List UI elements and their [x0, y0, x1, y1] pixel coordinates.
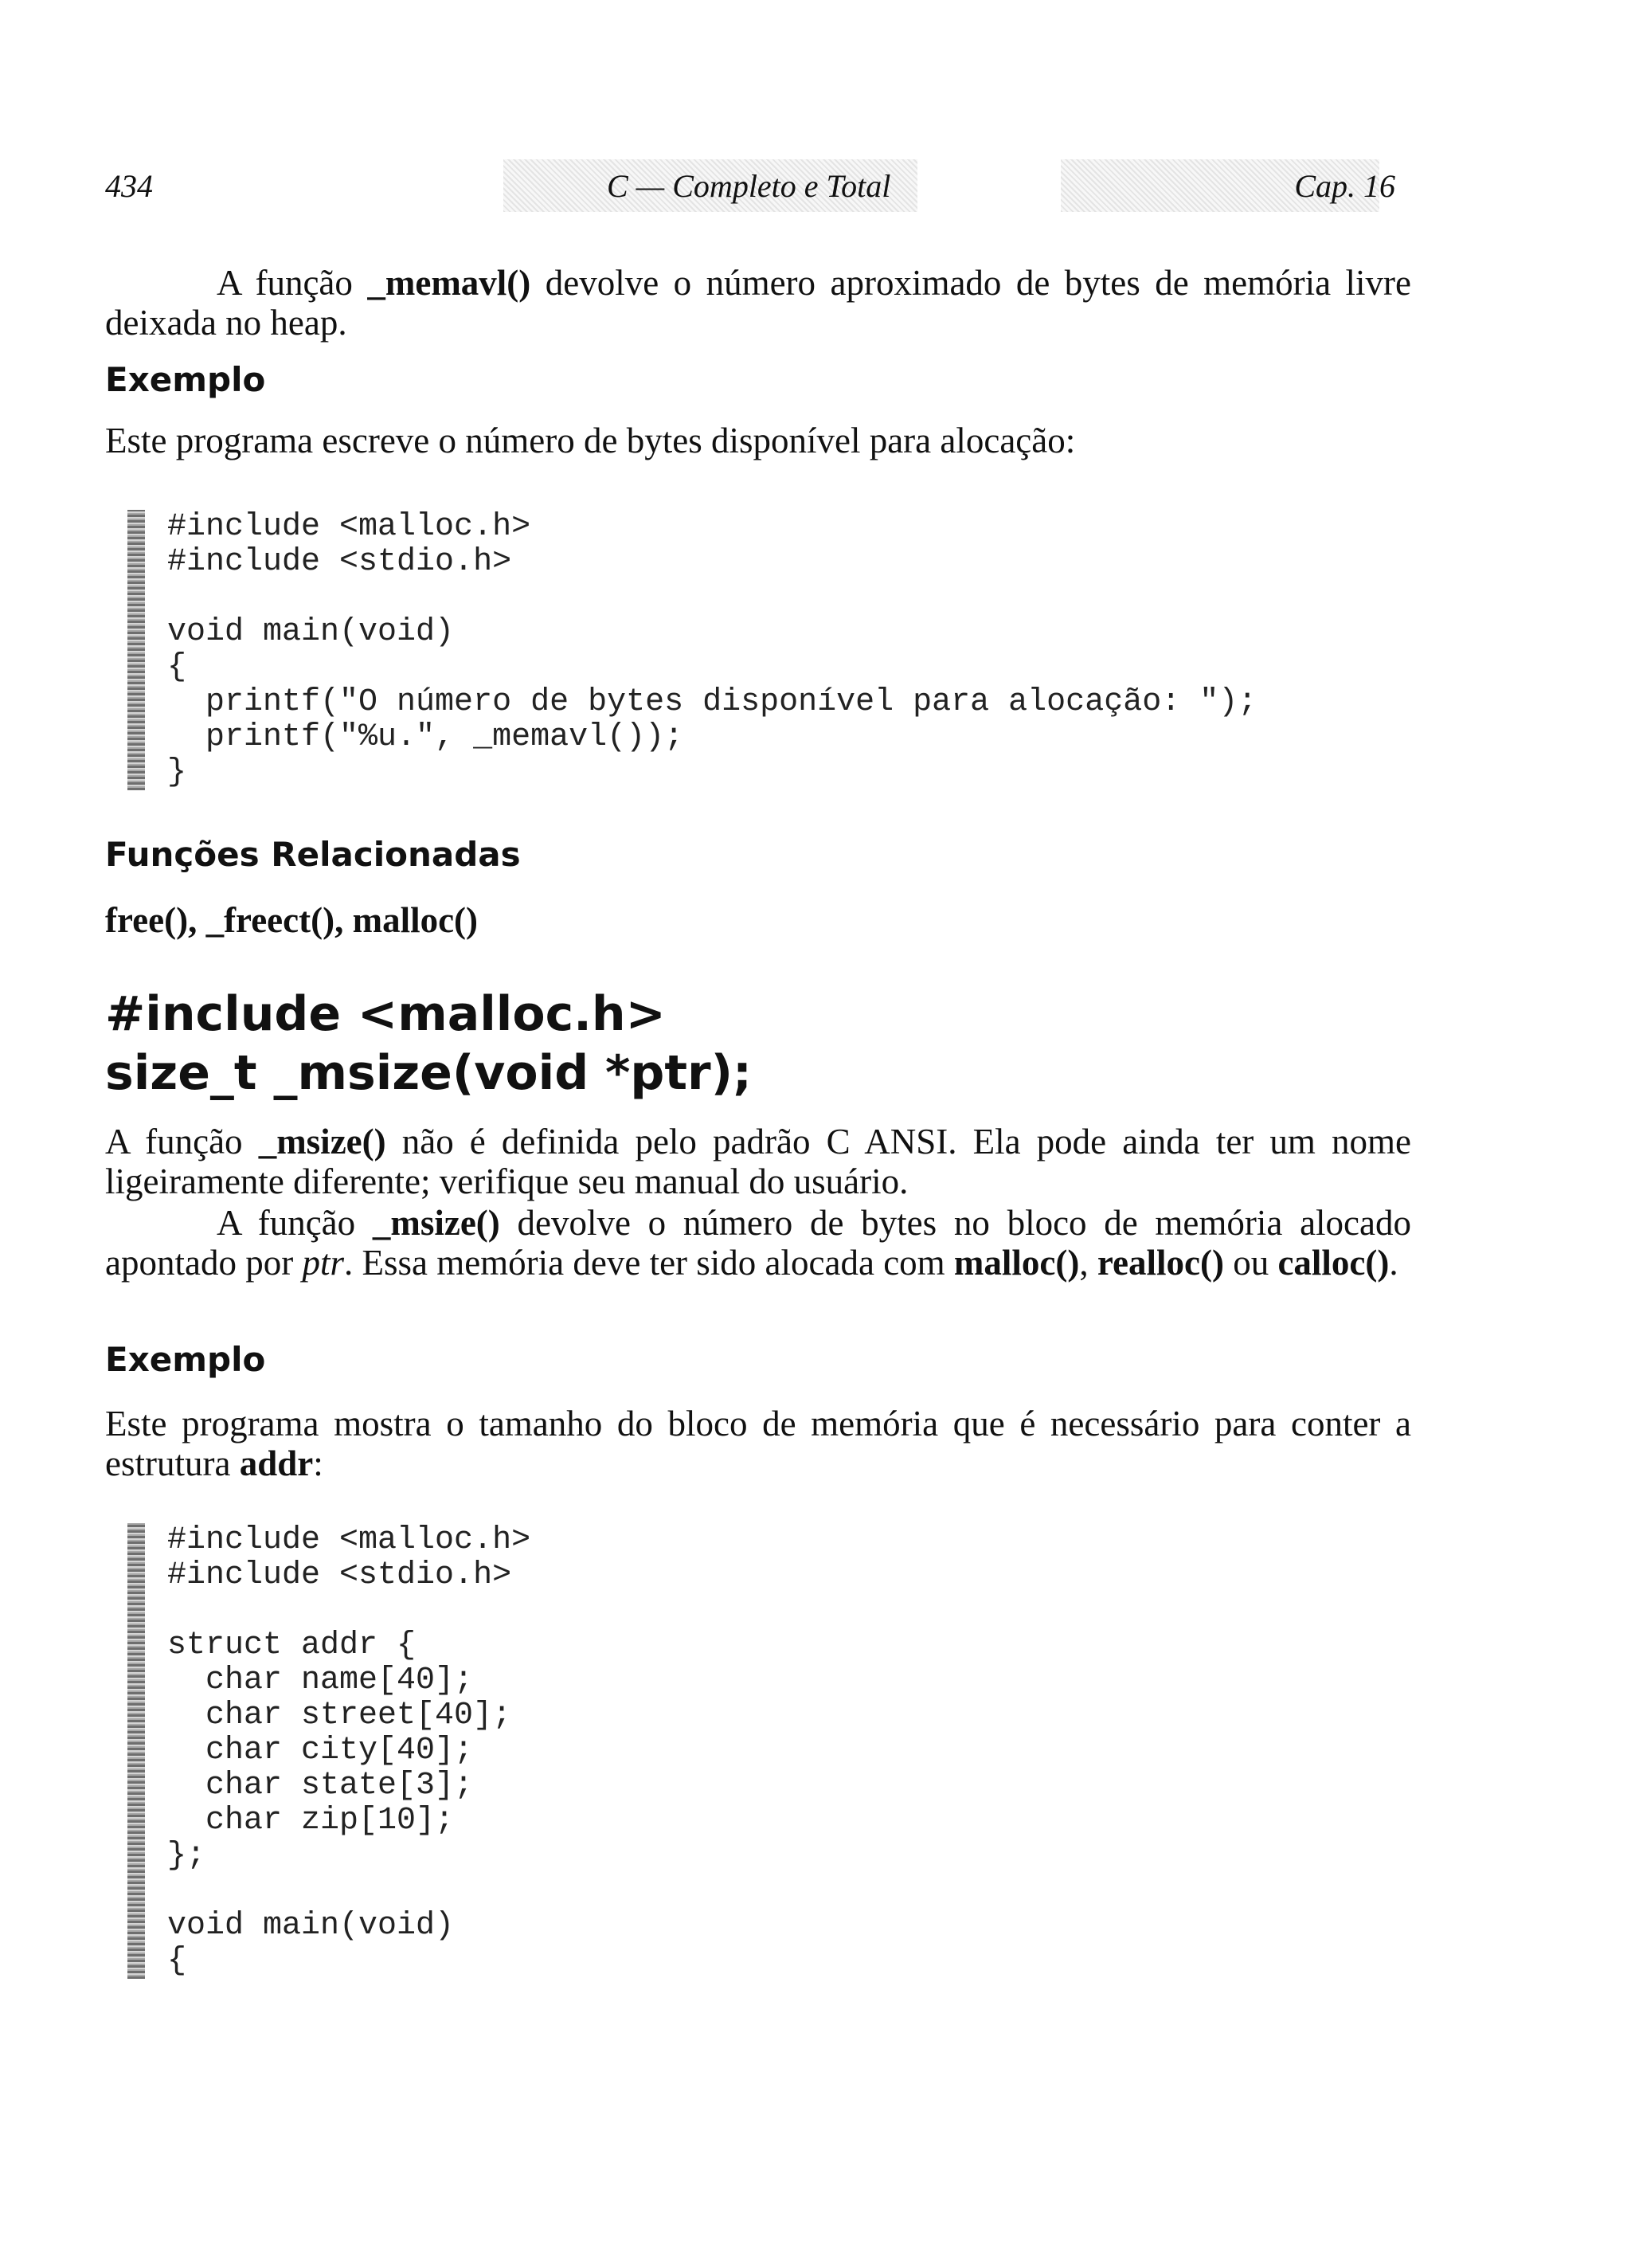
memavl-description: A função _memavl() devolve o número aproximado de bytes de memória livre deixada no heap.: [105, 263, 1412, 343]
msize-description: A função _msize() devolve o número de bytes no bloco de memória alocado apontado por ptr. Essa memória deve ter sido alocada com malloc(), realloc() ou calloc().: [105, 1203, 1411, 1283]
code-margin-bar: [127, 1523, 145, 1979]
parameter-name: ptr: [302, 1243, 344, 1283]
example-heading: Exemplo: [105, 1340, 266, 1379]
msize-ansi-note: A função _msize() não é definida pelo padrão C ANSI. Ela pode ainda ter um nome ligeiramente diferente; verifique seu manual do usuário.: [105, 1122, 1412, 1201]
function-name: _memavl(): [367, 263, 531, 303]
example-description: Este programa escreve o número de bytes disponível para alocação:: [105, 421, 1076, 460]
code-listing: [127, 1523, 1370, 1979]
function-name: _msize(): [372, 1203, 500, 1243]
related-functions-list: free(), _freect(), malloc(): [105, 900, 479, 940]
chapter-label: Cap. 16: [1294, 168, 1395, 204]
code-margin-bar: [127, 510, 145, 790]
example-heading: Exemplo: [105, 360, 266, 399]
code-listing: [127, 510, 1370, 790]
prototype-signature: size_t _msize(void *ptr);: [105, 1045, 753, 1101]
prototype-include: #include <malloc.h>: [105, 986, 666, 1042]
code-text: #include <malloc.h> #include <stdio.h> struct addr { char name[40]; char street[40]; char city[40]; char state[3]; char zip[10]; }; void main(void) {: [167, 1522, 531, 1979]
function-name: _msize(): [258, 1122, 386, 1161]
function-prototype-heading: [105, 985, 752, 1103]
function-name: malloc(): [953, 1243, 1080, 1283]
book-title: C — Completo e Total: [607, 168, 891, 204]
function-name: realloc(): [1097, 1243, 1224, 1283]
running-header: [105, 159, 1395, 215]
struct-name: addr: [239, 1443, 314, 1483]
related-functions-heading: Funções Relacionadas: [105, 835, 521, 874]
page-number: 434: [105, 168, 153, 204]
example-description: Este programa mostra o tamanho do bloco de memória que é necessário para conter a estrutura addr:: [105, 1404, 1411, 1483]
code-text: #include <malloc.h> #include <stdio.h> void main(void) { printf("O número de bytes disponível para alocação: "); printf("%u.", _memavl()); }: [167, 509, 1257, 790]
function-name: calloc(): [1277, 1243, 1390, 1283]
